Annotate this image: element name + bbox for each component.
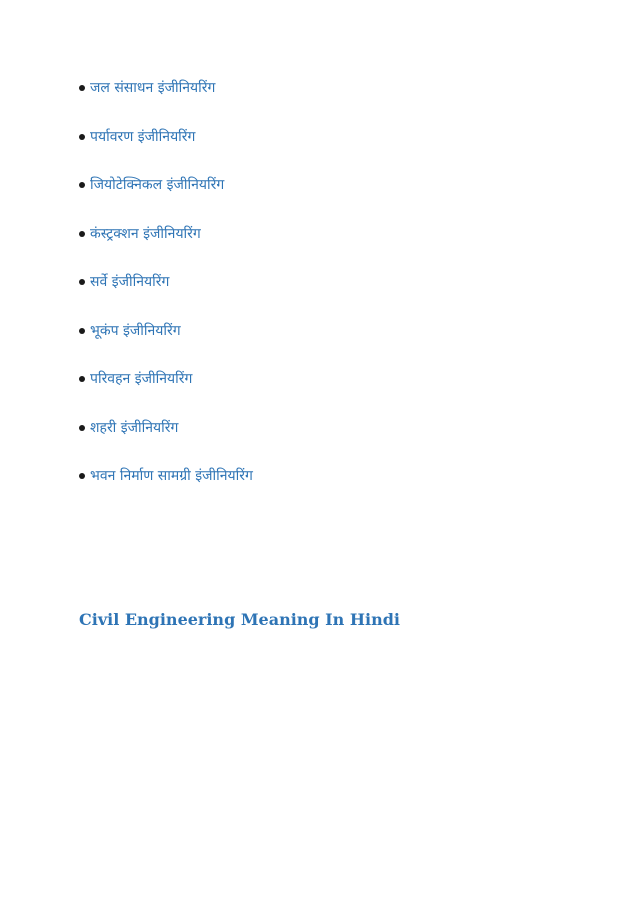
bullet-icon [79, 231, 85, 237]
section-heading: Civil Engineering Meaning In Hindi [79, 610, 400, 629]
list-item [79, 76, 253, 100]
bullet-icon [79, 425, 85, 431]
list-item [79, 367, 253, 391]
list-item-text: सर्वे इंजीनियरिंग [90, 274, 170, 290]
bullet-icon [79, 473, 85, 479]
list-item [79, 464, 253, 488]
list-item-text: पर्यावरण इंजीनियरिंग [90, 128, 196, 145]
list-item [79, 222, 253, 246]
list-item-text: परिवहन इंजीनियरिंग [90, 371, 193, 387]
list-item [79, 125, 253, 149]
list-item-text: भूकंप इंजीनियरिंग [90, 322, 181, 339]
list-item [79, 319, 253, 343]
list-item-text: भवन निर्माण सामग्री इंजीनियरिंग [90, 468, 253, 484]
list-item-text: शहरी इंजीनियरिंग [90, 419, 179, 436]
list-item-text: जियोटेक्निकल इंजीनियरिंग [90, 177, 225, 193]
list-item [79, 270, 253, 294]
list-item [79, 416, 253, 440]
list-item [79, 173, 253, 197]
bullet-icon [79, 328, 85, 334]
list-item-text: कंस्ट्रक्शन इंजीनियरिंग [90, 225, 201, 242]
list-item-text: जल संसाधन इंजीनियरिंग [90, 80, 216, 96]
bullet-icon [79, 182, 85, 188]
engineering-branch-list [79, 76, 253, 513]
bullet-icon [79, 279, 85, 285]
bullet-icon [79, 134, 85, 140]
bullet-icon [79, 85, 85, 91]
bullet-icon [79, 376, 85, 382]
